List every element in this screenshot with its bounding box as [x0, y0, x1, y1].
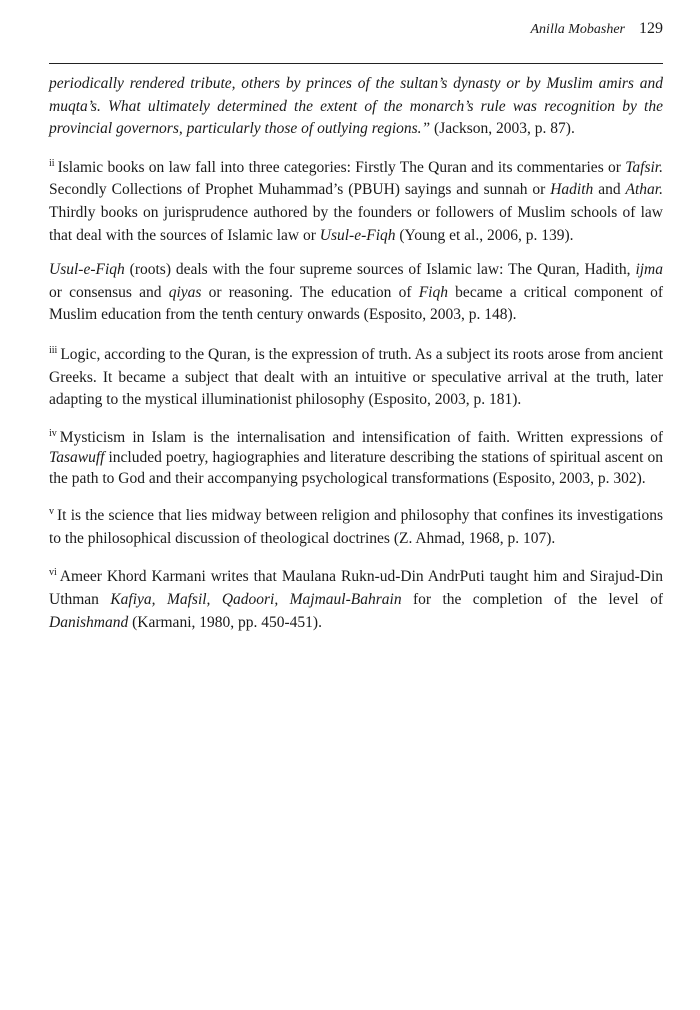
header-rule: [49, 63, 663, 64]
usul-e-fiqh-paragraph: [49, 259, 663, 327]
endnote-text: became a critical component of Muslim education from the tenth century onwards (Esposito, 2003, p. 148).: [49, 283, 663, 324]
endnote-text: for the completion of the level of: [401, 591, 663, 608]
endnote-marker-v: v: [49, 506, 54, 518]
quote-text: periodically rendered tribute, others by princes of the sultan’s dynasty or by Muslim amirs and muqta’s. What ultimately determined the extent of the monarch’s rule was recognition by the provincial governors, particularly those of outlying regions.”: [49, 75, 663, 138]
emphasis-term: qiyas: [168, 283, 202, 301]
emphasis-term: Tasawuff: [49, 449, 105, 467]
endnote-text: Secondly Collections of Prophet Muhammad’s (PBUH) sayings and sunnah or: [49, 181, 551, 199]
endnote-text: or reasoning. The education of: [201, 283, 419, 301]
endnote-vi: [49, 562, 663, 634]
quote-citation: (Jackson, 2003, p. 87).: [430, 120, 575, 138]
running-header: [49, 20, 663, 44]
endnote-text: It is the science that lies midway between religion and philosophy that confines its investigations to the philosophical discussion of theological doctrines (Z. Ahmad, 1968, p. 107).: [49, 507, 663, 547]
endnote-text: included poetry, hagiographies and literature describing the stations of spiritual ascent on the path to God and their accompanying psychological transformations (Esposito, 2003, p. 302).: [49, 449, 663, 487]
emphasis-term: Usul-e-Fiqh: [49, 261, 125, 279]
endnote-marker-vi: vi: [49, 567, 57, 579]
endnote-text: Thirdly books on jurisprudence authored by the founders or followers of Muslim schools of law that deal with the sources of Islamic law or: [49, 203, 663, 244]
endnote-text: (roots) deals with the four supreme sources of Islamic law: The Quran, Hadith,: [124, 261, 636, 279]
endnote-iii: [49, 340, 663, 412]
quote-continuation: [49, 73, 663, 141]
emphasis-term: Hadith: [550, 181, 594, 199]
endnote-ii: [49, 153, 663, 247]
endnote-marker-ii: ii: [49, 157, 55, 169]
endnote-text: or consensus and: [49, 283, 169, 301]
endnote-marker-iv: iv: [49, 427, 57, 439]
endnote-text: Islamic books on law fall into three categories: Firstly The Quran and its commentaries or: [57, 158, 626, 176]
endnote-iv: [49, 424, 663, 490]
emphasis-term: ijma: [635, 261, 663, 279]
endnote-text: (Karmani, 1980, pp. 450-451).: [128, 613, 322, 631]
endnote-text: Mysticism in Islam is the internalisation and intensification of faith. Written expressions of: [59, 428, 663, 446]
endnote-text: and: [593, 181, 626, 199]
endnote-text: Logic, according to the Quran, is the expression of truth. As a subject its roots arose from ancient Greeks. It became a subject that dealt with an intuitive or speculative arrival at the truth, later adapting to the mystical illuminationist philosophy (Esposito, 2003, p. 181).: [49, 345, 663, 409]
endnote-text: (Young et al., 2006, p. 139).: [395, 226, 574, 244]
emphasis-term: Danishmand: [49, 613, 129, 631]
emphasis-term: Tafsir.: [625, 158, 663, 176]
page-number: 129: [639, 20, 663, 37]
running-header-author: Anilla Mobasher: [530, 22, 625, 37]
endnotes-body: [49, 73, 663, 634]
emphasis-term: Usul-e-Fiqh: [319, 226, 396, 244]
endnote-marker-iii: iii: [49, 344, 58, 356]
emphasis-term: Fiqh: [418, 283, 448, 301]
emphasis-term: Kafiya, Mafsil, Qadoori, Majmaul-Bahrain: [110, 591, 402, 608]
endnote-v: [49, 501, 663, 550]
endnote-text: Ameer Khord Karmani writes that Maulana Rukn-ud-Din AndrPuti taught him and Sirajud-Din Uthman: [49, 568, 663, 608]
emphasis-term: Athar.: [625, 181, 663, 199]
